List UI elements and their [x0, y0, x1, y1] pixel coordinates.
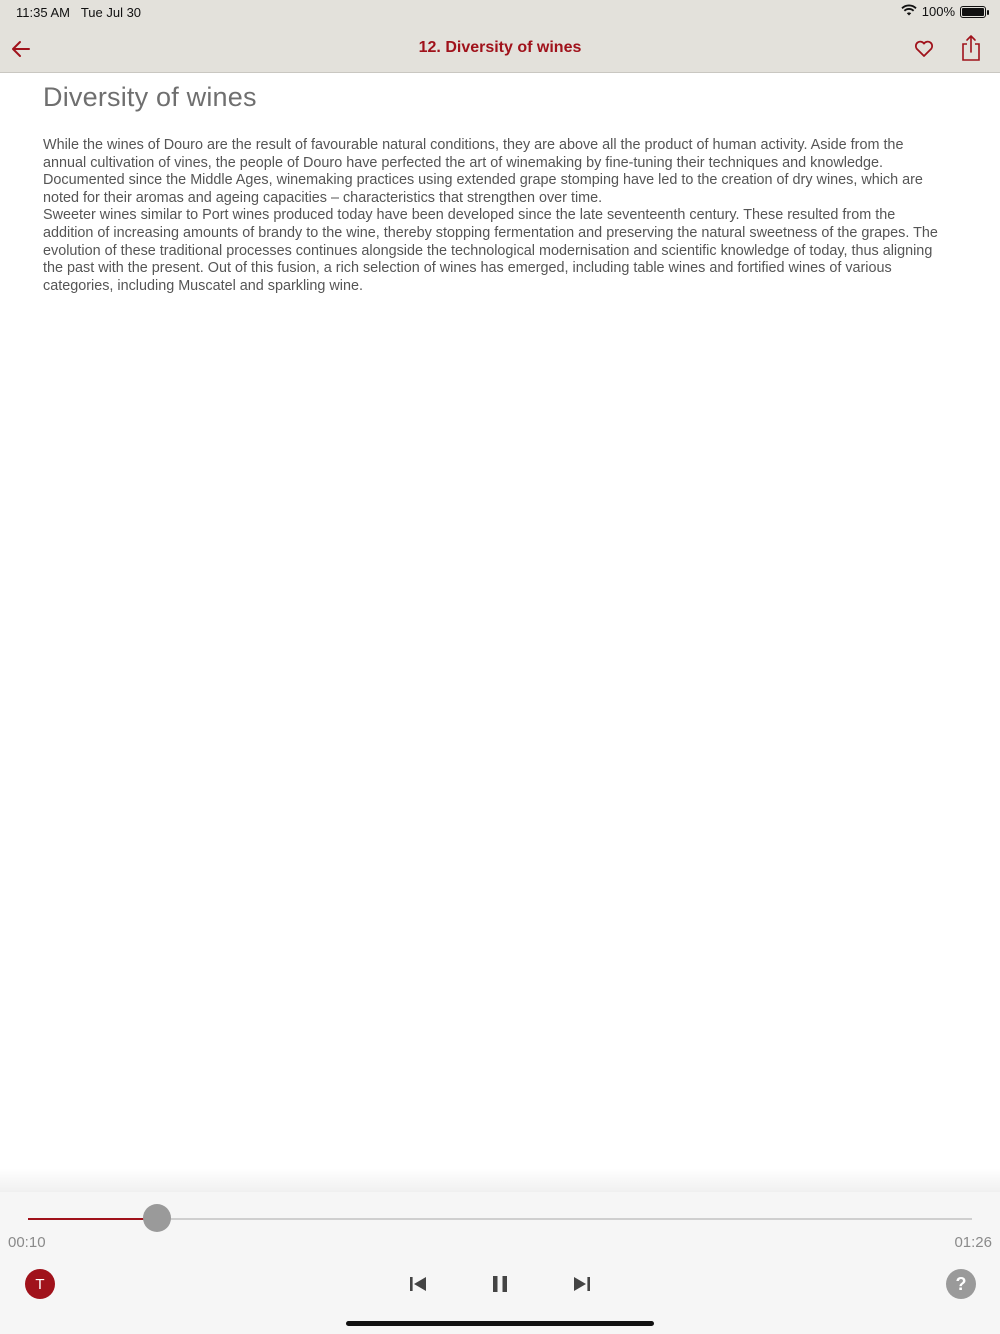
progress-thumb[interactable] [143, 1204, 171, 1232]
previous-button[interactable] [406, 1272, 430, 1296]
player-shadow [0, 1168, 1000, 1192]
skip-next-icon [572, 1275, 592, 1293]
pause-button[interactable] [488, 1272, 512, 1296]
paragraph: While the wines of Douro are the result of favourable natural conditions, they are above all the product of human activity. Aside from the annual cultivation of vines, the people of Douro have perfected the art of winemaking by fine-tuning their techniques and knowledge. Documented since the Middle Ages, winemaking practices using extended grape stomping have led to the creation of dry wines, which are noted for their aromas and ageing capacities – characteristics that strengthen over time. [43, 137, 923, 206]
article-body [43, 137, 943, 295]
share-button[interactable] [958, 33, 984, 63]
progress-fill [28, 1218, 157, 1220]
elapsed-time: 00:10 [8, 1234, 46, 1251]
audio-player [0, 1192, 1000, 1334]
skip-previous-icon [408, 1275, 428, 1293]
status-right [901, 4, 986, 19]
favorite-button[interactable] [911, 36, 937, 62]
battery-icon [960, 6, 986, 18]
help-button[interactable]: ? [946, 1269, 976, 1299]
text-button[interactable]: T [25, 1269, 55, 1299]
total-time: 01:26 [954, 1234, 992, 1251]
article [43, 82, 943, 295]
page-title: Diversity of wines [43, 82, 257, 112]
pause-icon [490, 1274, 510, 1294]
next-button[interactable] [570, 1272, 594, 1296]
nav-title: 12. Diversity of wines [418, 39, 582, 56]
status-time: 11:35 AM Tue Jul 30 [16, 5, 142, 20]
wifi-icon [901, 4, 917, 19]
share-icon [960, 34, 982, 62]
paragraph: Sweeter wines similar to Port wines produced today have been developed since the late seventeenth century. These resulted from the addition of increasing amounts of brandy to the wine, thereby stopping fermentation and preserving the natural sweetness of the grapes. The evolution of these traditional processes continues alongside the technological modernisation and scientific knowledge of today, thus aligning the past with the present. Out of this fusion, a rich selection of wines has emerged, including table wines and fortified wines of various categories, including Muscatel and sparkling wine. [43, 207, 938, 294]
heart-icon [914, 40, 934, 58]
home-indicator [346, 1321, 654, 1326]
header-bar [0, 0, 1000, 73]
battery-percent: 100% [921, 4, 955, 19]
